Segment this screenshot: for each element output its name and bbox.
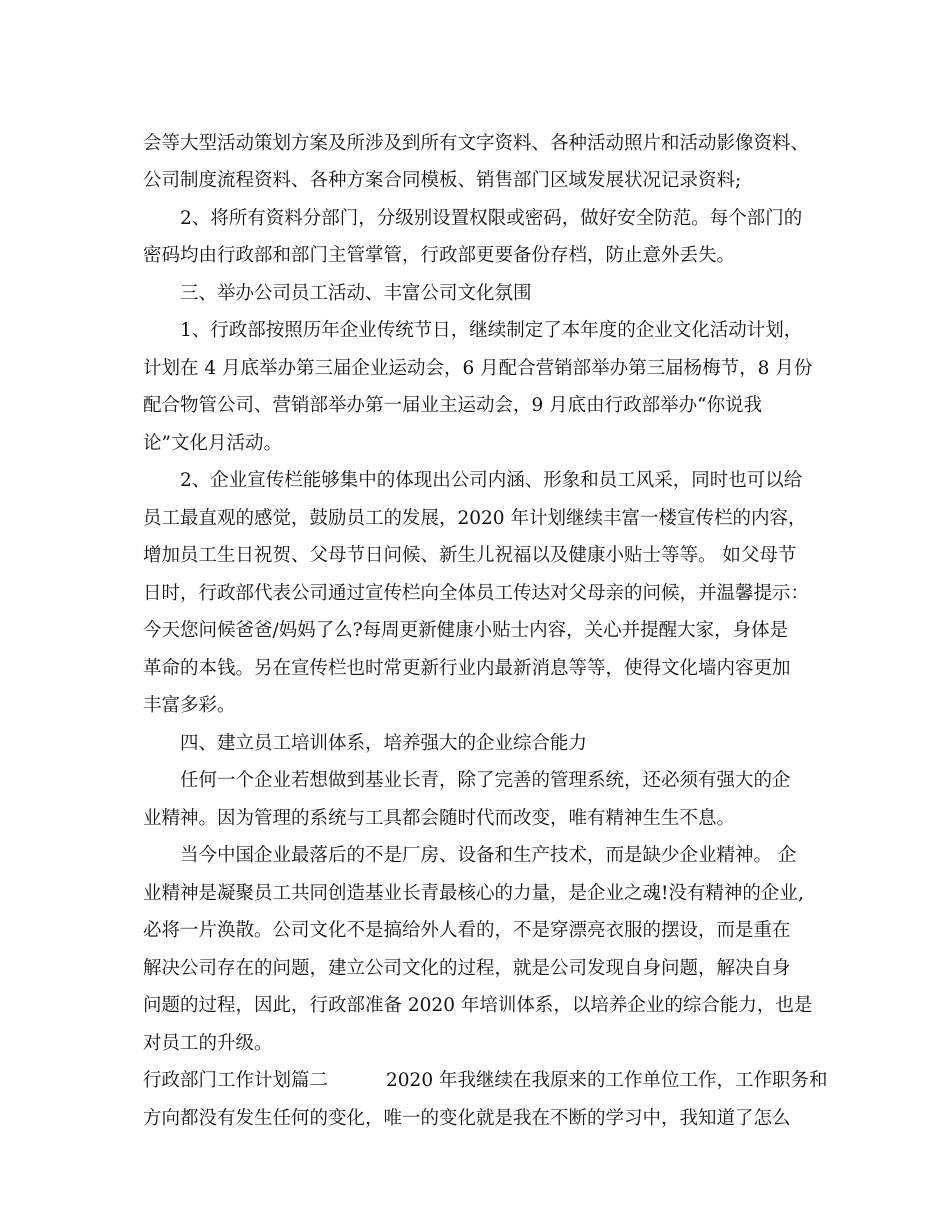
text-line: 问题的过程，因此，行政部准备 2020 年培训体系，以培养企业的综合能力，也是	[143, 995, 813, 1016]
text-line: 解决公司存在的问题，建立公司文化的过程，就是公司发现自身问题，解决自身	[143, 958, 791, 979]
text-line: 员工最直观的感觉，鼓励员工的发展，2020 年计划继续丰富一楼宣传栏的内容，	[143, 508, 807, 529]
section-title: 行政部门工作计划篇二	[143, 1070, 329, 1091]
text-line: 日时，行政部代表公司通过宣传栏向全体员工传达对父母亲的问候，并温馨提示：	[143, 583, 810, 604]
text-line: 今天您问候爸爸/妈妈了么?每周更新健康小贴士内容，关心并提醒大家，身体是	[143, 620, 789, 641]
text-line: 计划在 4 月底举办第三届企业运动会，6 月配合营销部举办第三届杨梅节，8 月份	[143, 358, 813, 379]
paragraph-start: 任何一个企业若想做到基业长青，除了完善的管理系统，还必须有强大的企	[180, 770, 791, 791]
text-line: 公司制度流程资料、各种方案合同模板、销售部门区域发展状况记录资料;	[143, 170, 742, 191]
text-line: 密码均由行政部和部门主管掌管，行政部更要备份存档，防止意外丢失。	[143, 245, 736, 266]
section-heading-4: 四、建立员工培训体系，培养强大的企业综合能力	[180, 733, 588, 754]
text-line: 丰富多彩。	[143, 695, 236, 716]
section-text: 2020 年我继续在我原来的工作单位工作，工作职务和	[386, 1070, 828, 1091]
text-line: 会等大型活动策划方案及所涉及到所有文字资料、各种活动照片和活动影像资料、	[143, 133, 810, 154]
text-line: 配合物管公司、营销部举办第一届业主运动会，9 月底由行政部举办“你说我	[143, 395, 763, 416]
text-line: 论”文化月活动。	[143, 433, 282, 454]
text-line: 革命的本钱。另在宣传栏也时常更新行业内最新消息等等，使得文化墙内容更加	[143, 658, 791, 679]
section-heading-line	[143, 1070, 833, 1092]
text-line: 必将一片涣散。公司文化不是搞给外人看的，不是穿漂亮衣服的摆设，而是重在	[143, 920, 791, 941]
text-line: 增加员工生日祝贺、父母节日问候、新生儿祝福以及健康小贴士等等。 如父母节	[143, 545, 797, 566]
text-line: 业精神。因为管理的系统与工具都会随时代而改变，唯有精神生生不息。	[143, 808, 736, 829]
paragraph-start: 当今中国企业最落后的不是厂房、设备和生产技术，而是缺少企业精神。 企	[180, 845, 797, 866]
paragraph-start: 2、将所有资料分部门，分级别设置权限或密码，做好安全防范。每个部门的	[180, 208, 803, 229]
paragraph-start: 1、行政部按照历年企业传统节日，继续制定了本年度的企业文化活动计划，	[180, 320, 803, 341]
text-line: 对员工的升级。	[143, 1033, 273, 1054]
paragraph-start: 2、企业宣传栏能够集中的体现出公司内涵、形象和员工风采，同时也可以给	[180, 470, 803, 491]
text-line: 方向都没有发生任何的变化，唯一的变化就是我在不断的学习中，我知道了怎么	[143, 1108, 791, 1129]
section-heading-3: 三、举办公司员工活动、丰富公司文化氛围	[180, 283, 532, 304]
text-line: 业精神是凝聚员工共同创造基业长青最核心的力量，是企业之魂!没有精神的企业,	[143, 883, 804, 904]
